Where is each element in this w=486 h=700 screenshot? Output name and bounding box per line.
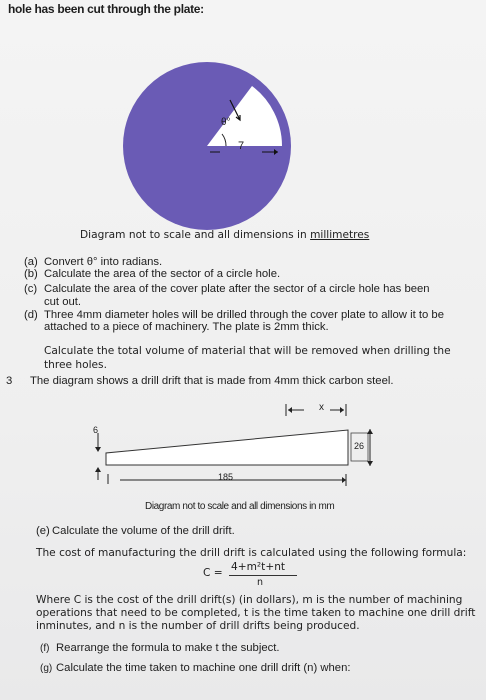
question-3-text: The diagram shows a drill drift that is made from 4mm thick carbon steel. (30, 375, 394, 387)
part-g-label: (g) (40, 663, 53, 674)
part-e-label: (e) (36, 525, 50, 537)
where-line2: operations that need to be completed, t is the time taken to machine one drill drift (36, 607, 476, 619)
left-height-label: 6 (93, 425, 99, 435)
question-3-number: 3 (6, 375, 13, 387)
section-intro-text: hole has been cut through the plate: (8, 2, 204, 16)
volume-prompt-line1: Calculate the total volume of material that will be removed when drilling the (44, 345, 451, 357)
where-line3: inminutes, and n is the number of drill drifts being produced. (36, 620, 360, 632)
caption-unit: millimetres (310, 229, 370, 241)
question-d-text: Three 4mm diameter holes will be drilled through the cover plate to allow it to be (44, 309, 444, 321)
question-d-label: (d) (24, 309, 38, 321)
question-d-text-cont: attached to a piece of machinery. The plate is 2mm thick. (44, 321, 329, 333)
diagram2-caption: Diagram not to scale and all dimensions in mm (145, 501, 335, 512)
formula-lhs: C = (203, 567, 223, 579)
part-f-text: Rearrange the formula to make t the subject. (56, 642, 280, 654)
part-g-text: Calculate the time taken to machine one drill drift (n) when: (56, 662, 351, 674)
question-b-text: Calculate the area of the sector of a circle hole. (44, 268, 281, 280)
part-f-label: (f) (40, 643, 50, 654)
radius-label: 7 (238, 140, 245, 152)
length-label: 185 (218, 472, 234, 482)
formula-denominator: n (257, 577, 264, 588)
question-c-text: Calculate the area of the cover plate after the sector of a circle hole has been (44, 283, 430, 295)
question-c-label: (c) (24, 283, 38, 295)
volume-prompt-line2: three holes. (44, 359, 107, 371)
drill-drift-shape (106, 430, 348, 465)
right-height-label: 26 (354, 441, 365, 451)
where-line1: Where C is the cost of the drill drift(s) (in dollars), m is the number of machining (36, 594, 463, 606)
part-e-text: Calculate the volume of the drill drift. (52, 525, 235, 537)
question-b-label: (b) (24, 268, 38, 280)
x-dim-label: x (319, 402, 324, 413)
question-a-text: Convert θ° into radians. (44, 256, 163, 268)
question-c-text-cont: cut out. (44, 296, 82, 308)
formula-numerator: 4+m²t+nt (231, 561, 286, 573)
cost-intro-text: The cost of manufacturing the drill drift is calculated using the following formula: (36, 547, 467, 559)
caption-prefix: Diagram not to scale and all dimensions in (80, 229, 311, 241)
question-a-label: (a) (24, 256, 38, 268)
angle-label: θ° (221, 117, 231, 128)
